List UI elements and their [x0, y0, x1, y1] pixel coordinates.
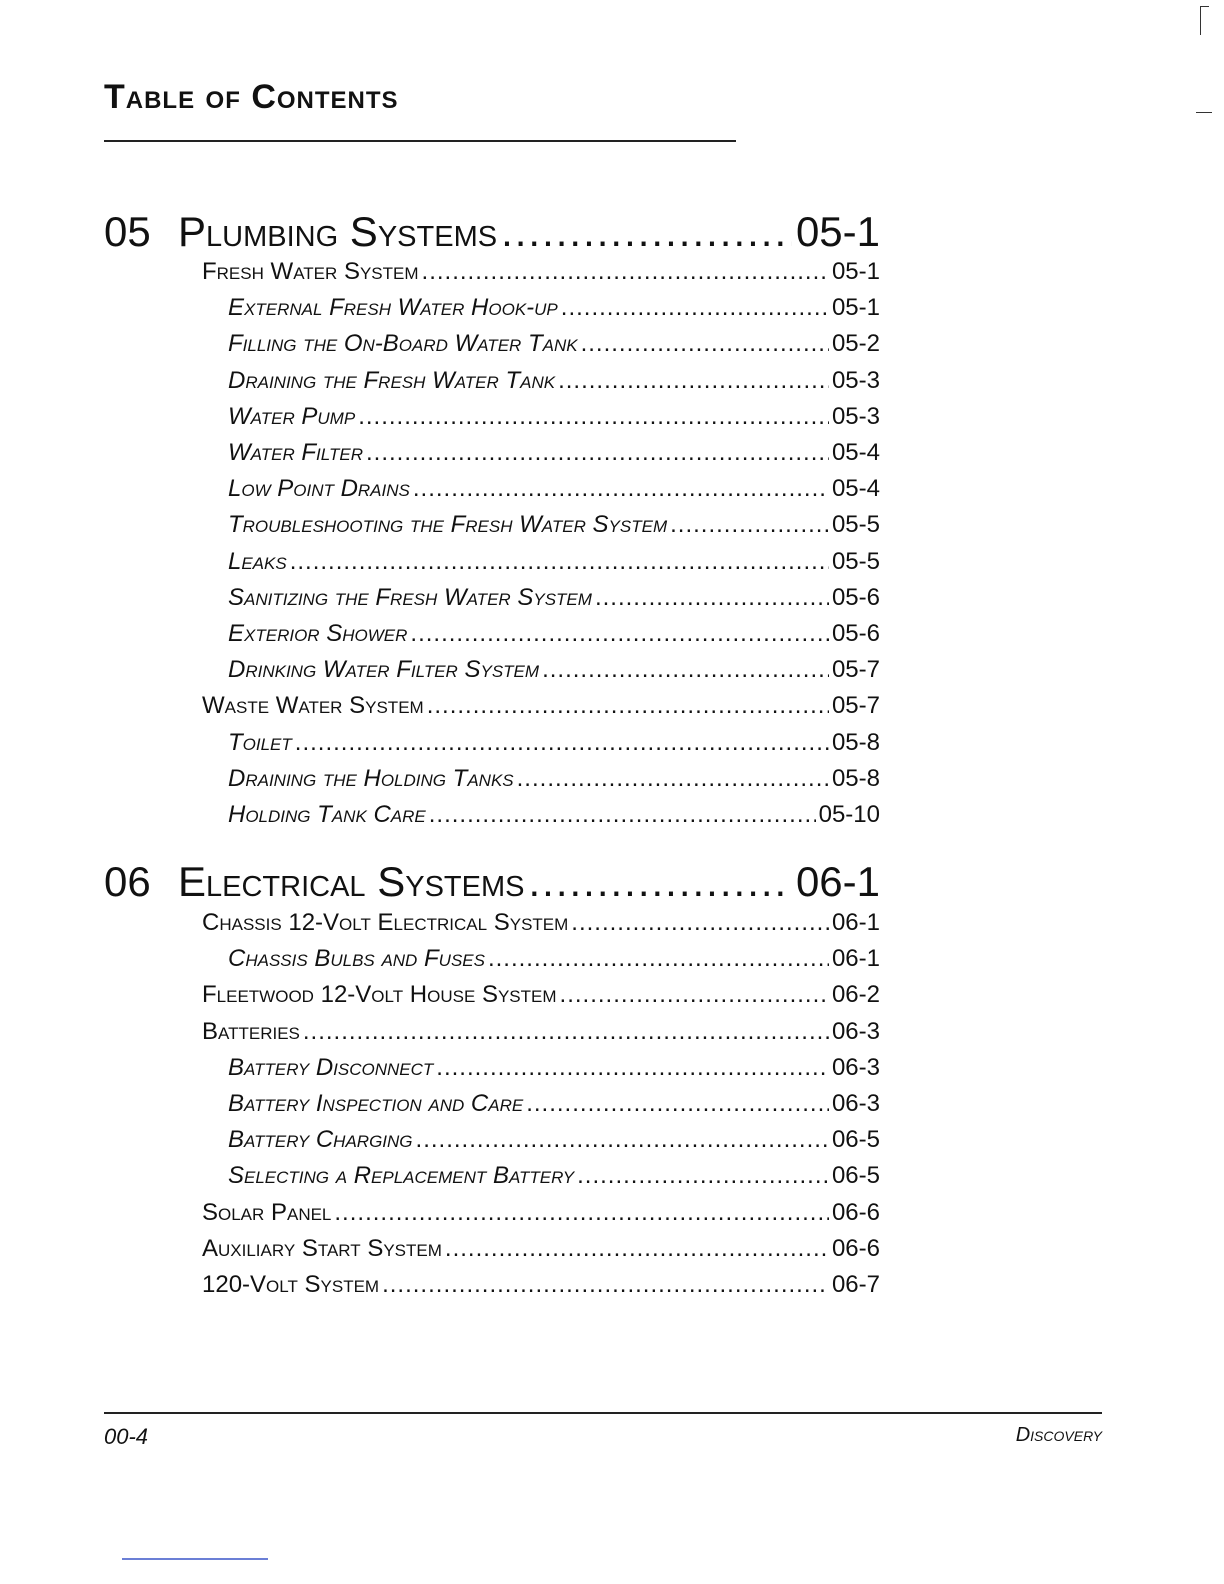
chapter-number: 06 [104, 858, 151, 905]
entry-page: 05-4 [831, 439, 880, 466]
footer-page-number: 00-4 [104, 1424, 149, 1449]
entry-page: 05-3 [831, 402, 880, 430]
toc-subsection-entry[interactable] [228, 403, 880, 433]
dot-leader [366, 439, 829, 467]
entry-label: Waste Water System [202, 692, 424, 720]
dot-leader [542, 656, 829, 684]
entry-label: Batteries [202, 1017, 300, 1045]
toc-subsection-entry[interactable] [228, 475, 880, 505]
entry-label: Battery Charging [228, 1126, 413, 1154]
entry-page: 06-2 [831, 981, 880, 1009]
dot-leader [558, 367, 829, 395]
dot-leader [416, 1126, 829, 1154]
dot-leader [517, 765, 829, 793]
toc-section-entry[interactable] [202, 1199, 880, 1229]
entry-label: Exterior Shower [228, 620, 408, 647]
entry-page: 06-1 [831, 909, 880, 936]
dot-leader [422, 258, 829, 286]
chapter-number: 05 [104, 208, 151, 255]
entry-page: 05-6 [831, 620, 880, 647]
chapter-heading[interactable] [104, 858, 880, 910]
entry-page: 05-5 [831, 511, 880, 539]
entry-page: 06-7 [831, 1271, 880, 1298]
toc-subsection-entry[interactable] [228, 548, 880, 578]
toc-section-entry[interactable] [202, 1018, 880, 1048]
dot-leader [334, 1199, 829, 1227]
title-divider [104, 140, 736, 142]
toc-section-entry[interactable] [202, 981, 880, 1011]
entry-label: 120-Volt System [202, 1271, 380, 1298]
dot-leader [410, 620, 829, 648]
dot-leader [577, 1162, 829, 1190]
toc-subsection-entry[interactable] [228, 945, 880, 975]
dot-leader [445, 1235, 829, 1263]
entry-label: Water Filter [228, 439, 363, 466]
entry-label: Fleetwood 12-Volt House System [202, 981, 557, 1009]
entry-label: Toilet [228, 728, 292, 756]
entry-page: 06-6 [831, 1234, 880, 1262]
toc-subsection-entry[interactable] [228, 367, 880, 397]
entry-label: Selecting a Replacement Battery [228, 1162, 575, 1190]
entry-page: 06-5 [831, 1126, 880, 1154]
entry-page: 05-2 [831, 330, 880, 358]
toc-subsection-entry[interactable] [228, 729, 880, 759]
footer-divider [104, 1412, 1102, 1414]
entry-label: Solar Panel [202, 1198, 332, 1226]
dot-leader [526, 1090, 829, 1118]
dot-leader [427, 692, 829, 720]
dot-leader [528, 858, 791, 906]
dot-leader [560, 981, 829, 1009]
toc-subsection-entry[interactable] [228, 1162, 880, 1192]
toc-section-entry[interactable] [202, 1235, 880, 1265]
toc-subsection-entry[interactable] [228, 765, 880, 795]
toc-subsection-entry[interactable] [228, 439, 880, 469]
toc-section-entry[interactable] [202, 1271, 880, 1301]
chapter-title: Plumbing Systems [178, 208, 498, 255]
dot-leader [382, 1271, 829, 1299]
dot-leader [571, 909, 829, 937]
scan-bottom-mark [122, 1558, 268, 1560]
entry-label: Filling the On-Board Water Tank [228, 330, 578, 358]
scan-edge-mark [1196, 112, 1212, 113]
entry-page: 05-7 [831, 656, 880, 684]
toc-subsection-entry[interactable] [228, 656, 880, 686]
dot-leader [358, 403, 829, 431]
chapter-page: 05-1 [795, 208, 880, 255]
entry-label: External Fresh Water Hook-up [228, 294, 558, 322]
entry-page: 06-3 [831, 1053, 880, 1081]
toc-subsection-entry[interactable] [228, 1126, 880, 1156]
dot-leader [561, 294, 829, 322]
toc-subsection-entry[interactable] [228, 511, 880, 541]
entry-label: Battery Disconnect [228, 1053, 434, 1081]
entry-label: Chassis 12-Volt Electrical System [202, 909, 569, 936]
chapter-title: Electrical Systems [178, 858, 525, 905]
toc-subsection-entry[interactable] [228, 620, 880, 650]
entry-label: Drinking Water Filter System [228, 656, 540, 684]
toc-section-entry[interactable] [202, 258, 880, 288]
toc-subsection-entry[interactable] [228, 801, 880, 831]
entry-label: Low Point Drains [228, 475, 410, 503]
toc-section-entry[interactable] [202, 692, 880, 722]
entry-page: 05-1 [831, 258, 880, 285]
entry-page: 06-1 [831, 945, 880, 973]
scan-corner-mark [1200, 6, 1209, 35]
entry-page: 05-5 [831, 547, 880, 575]
chapter-page: 06-1 [795, 858, 880, 905]
entry-label: Troubleshooting the Fresh Water System [228, 511, 668, 539]
entry-page: 06-6 [831, 1198, 880, 1226]
entry-page: 05-7 [831, 692, 880, 720]
toc-subsection-entry[interactable] [228, 1054, 880, 1084]
chapter-heading[interactable] [104, 208, 880, 260]
dot-leader [595, 584, 829, 612]
dot-leader [429, 801, 816, 829]
entry-page: 05-1 [831, 294, 880, 322]
entry-label: Water Pump [228, 402, 356, 430]
entry-label: Draining the Fresh Water Tank [228, 366, 556, 394]
entry-label: Sanitizing the Fresh Water System [228, 583, 592, 611]
entry-label: Battery Inspection and Care [228, 1090, 524, 1117]
entry-page: 05-3 [831, 366, 880, 394]
toc-subsection-entry[interactable] [228, 584, 880, 614]
toc-subsection-entry[interactable] [228, 330, 880, 360]
entry-page: 05-10 [818, 801, 880, 828]
footer-book-title: Discovery [1015, 1424, 1102, 1446]
entry-page: 05-8 [831, 764, 880, 792]
dot-leader [290, 548, 829, 576]
dot-leader [488, 945, 829, 973]
toc-subsection-entry[interactable] [228, 1090, 880, 1120]
entry-label: Auxiliary Start System [202, 1234, 442, 1262]
entry-label: Leaks [228, 547, 287, 575]
entry-page: 05-8 [831, 728, 880, 756]
dot-leader [436, 1054, 829, 1082]
entry-page: 05-6 [831, 583, 880, 611]
toc-subsection-entry[interactable] [228, 294, 880, 324]
dot-leader [413, 475, 829, 503]
toc-section-entry[interactable] [202, 909, 880, 939]
entry-label: Draining the Holding Tanks [228, 764, 514, 792]
entry-label: Fresh Water System [202, 258, 419, 285]
dot-leader [303, 1018, 829, 1046]
entry-label: Chassis Bulbs and Fuses [228, 945, 485, 973]
entry-page: 06-5 [831, 1162, 880, 1190]
dot-leader [295, 729, 829, 757]
page-title: Table of Contents [104, 78, 399, 116]
dot-leader [501, 208, 792, 256]
dot-leader [670, 511, 829, 539]
entry-page: 06-3 [831, 1090, 880, 1117]
dot-leader [581, 330, 829, 358]
entry-page: 05-4 [831, 475, 880, 503]
entry-label: Holding Tank Care [228, 801, 426, 828]
entry-page: 06-3 [831, 1017, 880, 1045]
